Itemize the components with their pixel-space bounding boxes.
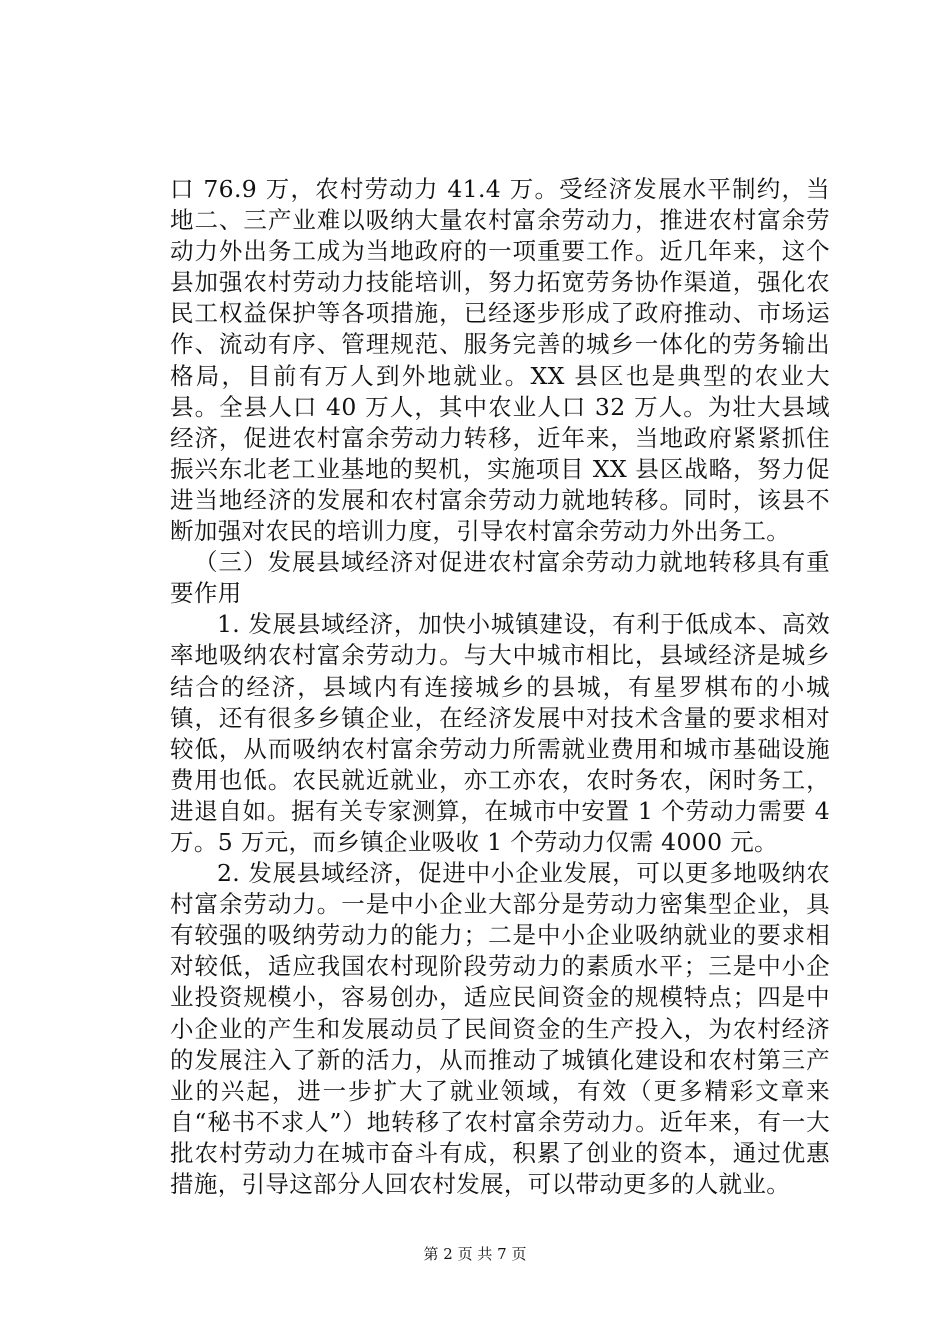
section-heading: （三）发展县域经济对促进农村富余劳动力就地转移具有重要作用: [170, 548, 830, 608]
page-footer: 第 2 页 共 7 页: [423, 1245, 527, 1263]
paragraph-point-2: 2. 发展县域经济，促进中小企业发展，可以更多地吸纳农村富余劳动力。一是中小企业大部分是劳动力密集型企业，具有较强的吸纳劳动力的能力；二是中小企业吸纳就业的要求相对较低，适应我国农村现阶段劳动力的素质水平；三是中小企业投资规模小，容易创办，适应民间资金的规模特点；四是中小企业的产生和发展动员了民间资金的生产投入，为农村经济的发展注入了新的活力，从而推动了城镇化建设和农村第三产业的兴起，进一步扩大了就业领域，有效（更多精彩文章来自“秘书不求人”）地转移了农村富余劳动力。近年来，有一大批农村劳动力在城市奋斗有成，积累了创业的资本，通过优惠措施，引导这部分人回农村发展，可以带动更多的人就业。: [170, 859, 830, 1198]
paragraph-point-1: 1. 发展县域经济，加快小城镇建设，有利于低成本、高效率地吸纳农村富余劳动力。与大中城市相比，县域经济是城乡结合的经济，县域内有连接城乡的县城，有星罗棋布的小城镇，还有很多乡镇企业，在经济发展中对技术含量的要求相对较低，从而吸纳农村富余劳动力所需就业费用和城市基础设施费用也低。农民就近就业，亦工亦农，农时务农，闲时务工，进退自如。据有关专家测算，在城市中安置 1 个劳动力需要 4 万。5 万元，而乡镇企业吸收 1 个劳动力仅需 4000 元。: [170, 610, 830, 856]
paragraph-continuation: 口 76.9 万，农村劳动力 41.4 万。受经济发展水平制约，当地二、三产业难以吸纳大量农村富余劳动力，推进农村富余劳动力外出务工成为当地政府的一项重要工作。近几年来，这个县加强农村劳动力技能培训，努力拓宽劳务协作渠道，强化农民工权益保护等各项措施，已经逐步形成了政府推动、市场运作、流动有序、管理规范、服务完善的城乡一体化的劳务输出格局，目前有万人到外地就业。XX 县区也是典型的农业大县。全县人口 40 万人，其中农业人口 32 万人。为壮大县域经济，促进农村富余劳动力转移，近年来，当地政府紧紧抓住振兴东北老工业基地的契机，实施项目 XX 县区战略，努力促进当地经济的发展和农村富余劳动力就地转移。同时，该县不断加强对农民的培训力度，引导农村富余劳动力外出务工。: [170, 175, 830, 546]
page-body: [170, 174, 830, 1200]
